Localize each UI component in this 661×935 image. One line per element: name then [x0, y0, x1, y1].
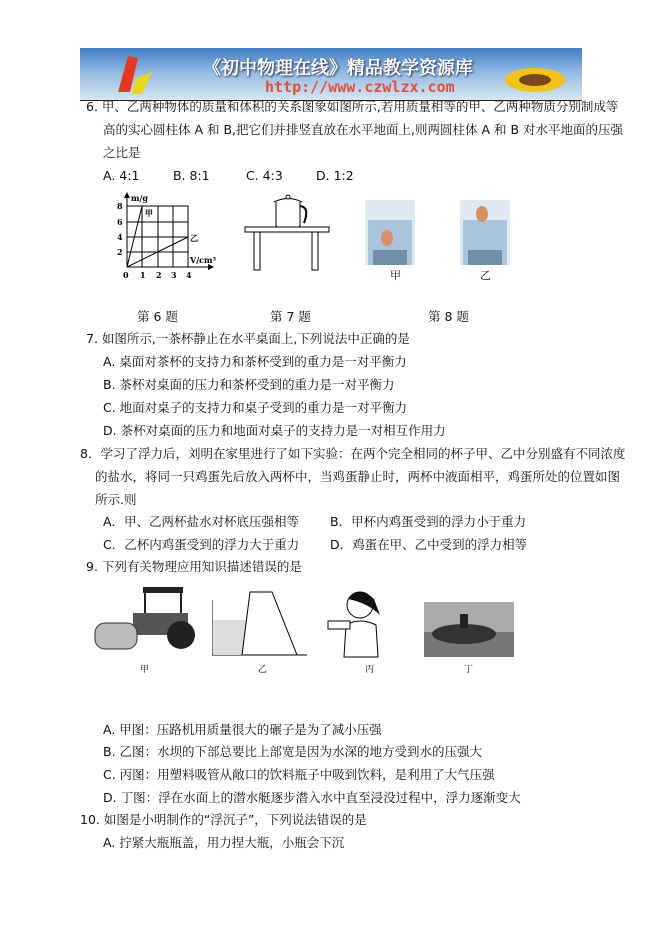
q6-option-c: C. 4:3 [246, 168, 283, 183]
q6-line-1: 6. 甲、乙两种物体的质量和体积的关系图象如图所示,若用质量相等的甲、乙两种物质分别制成等 [86, 99, 619, 114]
q7-stem: 7. 如图所示,一茶杯静止在水平桌面上,下列说法中正确的是 [86, 331, 410, 346]
series-label-jia: 甲 [145, 208, 153, 218]
q7-option-c: C. 地面对桌子的支持力和桌子受到的重力是一对平衡力 [103, 400, 408, 415]
q9-option-c: C. 丙图：用塑料吸管从敞口的饮料瓶子中吸到饮料，是利用了大气压强 [103, 767, 495, 782]
q8-line-1: 8．学习了浮力后，刘明在家里进行了如下实验：在两个完全相同的杯子甲、乙中分别盛有不同浓度 [80, 446, 626, 461]
q8-option-b: B．甲杯内鸡蛋受到的浮力小于重力 [330, 514, 527, 529]
banner-title: 《初中物理在线》精品教学资源库 [203, 58, 473, 79]
y-tick: 2 [117, 247, 123, 257]
egg-icon [381, 230, 393, 246]
header-banner [80, 48, 582, 101]
caption-q7: 第 7 题 [270, 309, 311, 324]
egg-icon [476, 206, 488, 222]
q9-road-roller-image [93, 585, 203, 660]
q6-line-3: 之比是 [103, 145, 141, 160]
q8-glass-yi [460, 200, 510, 265]
q9-label-jia: 甲 [140, 665, 150, 675]
q9-label-bing: 丙 [365, 665, 375, 675]
q10-stem: 10. 如图是小明制作的“浮沉子”，下列说法错误的是 [80, 812, 367, 827]
q8-label-yi: 乙 [480, 269, 491, 282]
q6-mass-volume-graph [110, 192, 220, 282]
q7-option-a: A. 桌面对茶杯的支持力和茶杯受到的重力是一对平衡力 [103, 354, 407, 369]
q7-option-b: B. 茶杯对桌面的压力和茶杯受到的重力是一对平衡力 [103, 377, 395, 392]
q8-line-2: 的盐水，将同一只鸡蛋先后放入两杯中，当鸡蛋静止时，两杯中液面相平，鸡蛋所处的位置如图 [95, 469, 621, 484]
q9-girl-straw-image [318, 585, 398, 660]
x-tick: 2 [156, 270, 162, 280]
logo-icon [108, 48, 168, 100]
q8-line-3: 所示.则 [95, 492, 137, 507]
q9-stem: 9. 下列有关物理应用知识描述错误的是 [86, 559, 302, 574]
q9-option-b: B. 乙图：水坝的下部总要比上部宽是因为水深的地方受到水的压强大 [103, 744, 483, 759]
q6-option-a: A. 4:1 [103, 168, 140, 183]
x-tick: 1 [140, 270, 146, 280]
sunflower-icon [495, 48, 575, 100]
q7-option-d: D. 茶杯对桌面的压力和地面对桌子的支持力是一对相互作用力 [103, 423, 446, 438]
q9-label-yi: 乙 [258, 665, 268, 675]
x-tick: 0 [123, 270, 129, 280]
caption-q8: 第 8 题 [428, 309, 469, 324]
q8-option-d: D．鸡蛋在甲、乙中受到的浮力相等 [330, 537, 528, 552]
banner-url: http://www.czwlzx.com [265, 78, 455, 96]
series-label-yi: 乙 [190, 233, 198, 243]
q6-line-2: 高的实心圆柱体 A 和 B,把它们并排竖直放在水平地面上,则两圆柱体 A 和 B 对水平地面的压强 [103, 122, 624, 137]
y-tick: 8 [117, 201, 123, 211]
q8-option-a: A．甲、乙两杯盐水对杯底压强相等 [103, 514, 300, 529]
q8-glass-jia [365, 200, 415, 265]
x-tick: 4 [186, 270, 192, 280]
y-tick: 6 [117, 217, 123, 227]
q9-submarine-image [424, 602, 514, 657]
q6-option-d: D. 1:2 [316, 168, 354, 183]
q10-option-a: A. 拧紧大瓶瓶盖，用力捏大瓶，小瓶会下沉 [103, 835, 345, 850]
q8-label-jia: 甲 [390, 269, 401, 282]
q7-table-cup-figure [244, 193, 334, 273]
x-tick: 3 [171, 270, 177, 280]
q9-option-d: D. 丁图：浮在水面上的潜水艇逐步潜入水中直至浸没过程中，浮力逐渐变大 [103, 790, 521, 805]
x-axis-label: V/cm³ [190, 255, 216, 265]
q9-label-ding: 丁 [464, 665, 474, 675]
q9-option-a: A. 甲图：压路机用质量很大的碾子是为了减小压强 [103, 722, 382, 737]
q8-option-c: C．乙杯内鸡蛋受到的浮力大于重力 [103, 537, 300, 552]
q6-option-b: B. 8:1 [173, 168, 210, 183]
y-tick: 4 [117, 232, 123, 242]
caption-q6: 第 6 题 [137, 309, 178, 324]
q9-dam-image [212, 590, 307, 660]
y-axis-label: m/g [131, 193, 148, 203]
